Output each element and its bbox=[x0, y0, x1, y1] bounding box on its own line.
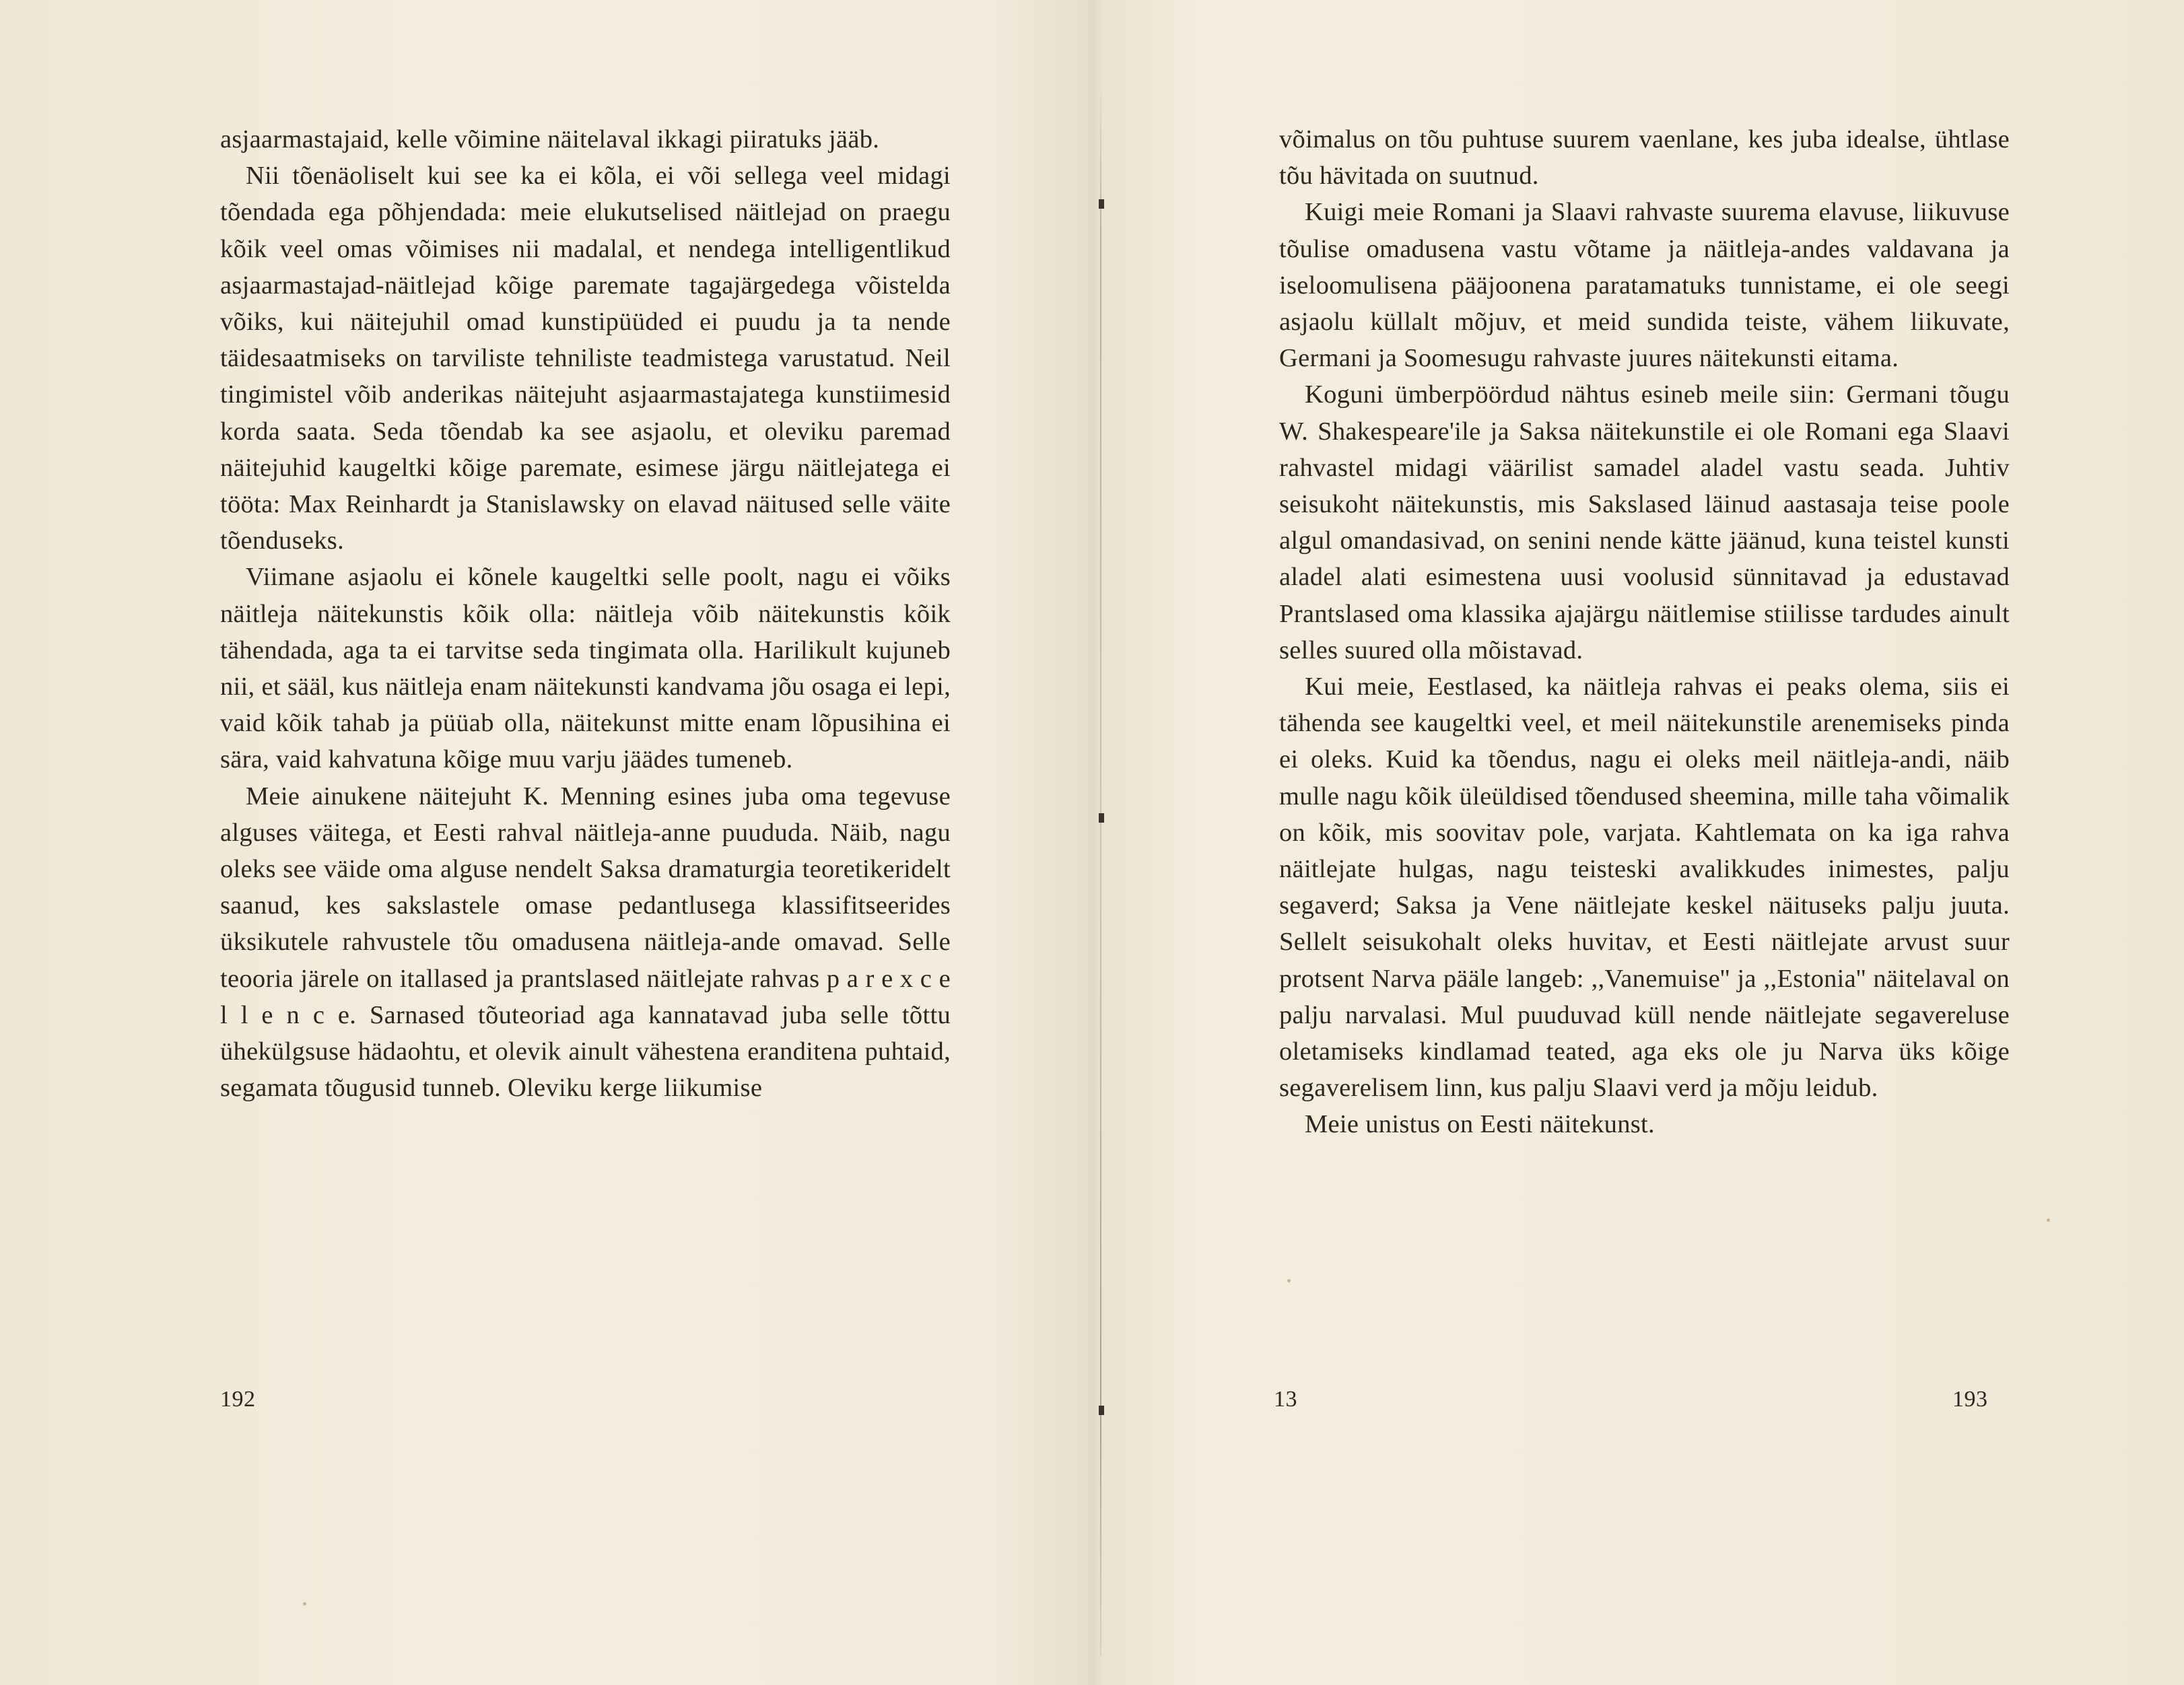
signature-mark: 13 bbox=[1274, 1387, 1297, 1412]
paragraph: Nii tõenäoliselt kui see ka ei kõla, ei või sellega veel midagi tõendada ega põhjendada: meie elukutselised näitlejad on praegu kõik veel omas võimises nii madalal, et nendega intelligentlikud asjaarmastajad-näitlejad kõige paremate tagajärgedega võistelda võiks, kui näitejuhil omad kunstipüüded ei puudu ja ta nende täidesaatmiseks on tarviliste tehniliste teadmistega varustatud. Neil tingimistel võib anderikas näitejuht asjaarmastajatega kunstiimesid korda saata. Seda tõendab ka see asjaolu, et oleviku paremad näitejuhid kaugeltki kõige paremate, esimese järgu näitlejatega ei tööta: Max Reinhardt ja Stanislawsky on elavad näitused selle väite tõenduseks. bbox=[220, 162, 951, 555]
binding-mark-bottom bbox=[1099, 1406, 1104, 1415]
paragraph: asjaarmastajaid, kelle võimine näitelaval ikkagi piiratuks jääb. bbox=[220, 125, 880, 153]
binding-mark-middle bbox=[1099, 813, 1104, 823]
paragraph: Viimane asjaolu ei kõnele kaugeltki selle poolt, nagu ei võiks näitleja näitekunstis kõik olla: näitleja võib näitekunstis kõik tähendada, aga ta ei tarvitse seda tingimata olla. Harilikult kujuneb nii, et sääl, kus näitleja enam näitekunsti kandvama jõu osaga ei lepi, vaid kõik tahab ja püüab olla, näitekunst mitte enam lõpusihina ei sära, vaid kahvatuna kõige muu varju jäädes tumeneb. bbox=[220, 563, 951, 774]
paragraph: võimalus on tõu puhtuse suurem vaenlane, kes juba idealse, ühtlase tõu hävitada on suutnud. bbox=[1279, 125, 2010, 191]
paragraph: Meie unistus on Eesti näitekunst. bbox=[1305, 1110, 1655, 1139]
paragraph: Kuigi meie Romani ja Slaavi rahvaste suurema elavuse, liikuvuse tõulise omadusena vastu võtame ja näitleja-andes valdavana ja iseloomulisena pääjoonena paratamatuks tunnistame, ei ole seegi asjaolu küllalt mõjuv, et meid sundida teiste, vähem liikuvate, Germani ja Soomesugu rahvaste juures näitekunsti eitama. bbox=[1279, 198, 2010, 373]
paper-speck bbox=[2047, 1218, 2050, 1222]
right-page bbox=[1279, 121, 2010, 1143]
book-gutter bbox=[1100, 81, 1101, 1656]
binding-mark-top bbox=[1099, 199, 1104, 209]
paper-speck bbox=[303, 1602, 306, 1606]
paper-speck bbox=[1287, 1279, 1291, 1282]
paragraph: Meie ainukene näitejuht K. Menning esines juba oma tegevuse alguses väitega, et Eesti rahval näitleja-anne puududa. Näib, nagu oleks see väide oma alguse nendelt Saksa dramaturgia teoretikeridelt saanud, kes sakslastele omase pedantlusega klassifitseerides üksikutele rahvustele tõu omadusena näitleja-ande omavad. Selle teooria järele on itallased ja prantslased näitlejate rahvas p a r e x c e l l e n c e. Sarnased tõuteoriad aga kannatavad juba selle tõttu ühekülgsuse hädaohtu, et olevik ainult vähestena eranditena puhtaid, segamata tõugusid tunneb. Oleviku kerge liikumise bbox=[220, 782, 951, 1103]
page-number-right: 193 bbox=[1952, 1387, 1988, 1412]
paragraph: Koguni ümberpöördud nähtus esineb meile siin: Germani tõugu W. Shakespeare'ile ja Saksa näitekunstile ei ole Romani ega Slaavi rahvastel midagi väärilist samadel aladel vastu seada. Juhtiv seisukoht näitekunstis, mis Sakslased läinud aastasaja teise poole algul omandasivad, on senini nende kätte jäänud, kuna teistel kunsti aladel alati esimestena uusi voolusid sünnitavad ja edustavad Prantslased oma klassika ajajärgu näitlemise stiilisse tardudes ainult selles suured olla mõistavad. bbox=[1279, 380, 2010, 664]
paragraph: Kui meie, Eestlased, ka näitleja rahvas ei peaks olema, siis ei tähenda see kaugeltki veel, et meil näitekunstile arenemiseks pinda ei oleks. Kuid ka tõendus, nagu ei oleks meil näitleja-andi, näib mulle nagu kõik üleüldised tõendused sheemina, mille taha võimalik on kõik, mis soovitav pole, varjata. Kahtlemata on ka iga rahva näitlejate hulgas, nagu teisteski avalikkudes inimestes, palju segaverd; Saksa ja Vene näitlejate keskel näituseks palju juuta. Sellelt seisukohalt oleks huvitav, et Eesti näitlejate arvust suur protsent Narva pääle langeb: ,,Vanemuise'' ja ,,Estonia'' näitelaval on palju narvalasi. Mul puuduvad küll nende näitlejate segavereluse oletamiseks kindlamad teated, aga eks ole ju Narva üks kõige segaverelisem linn, kus palju Slaavi verd ja mõju leidub. bbox=[1279, 673, 2010, 1103]
page-number-left: 192 bbox=[220, 1387, 256, 1412]
left-page bbox=[220, 121, 951, 1106]
